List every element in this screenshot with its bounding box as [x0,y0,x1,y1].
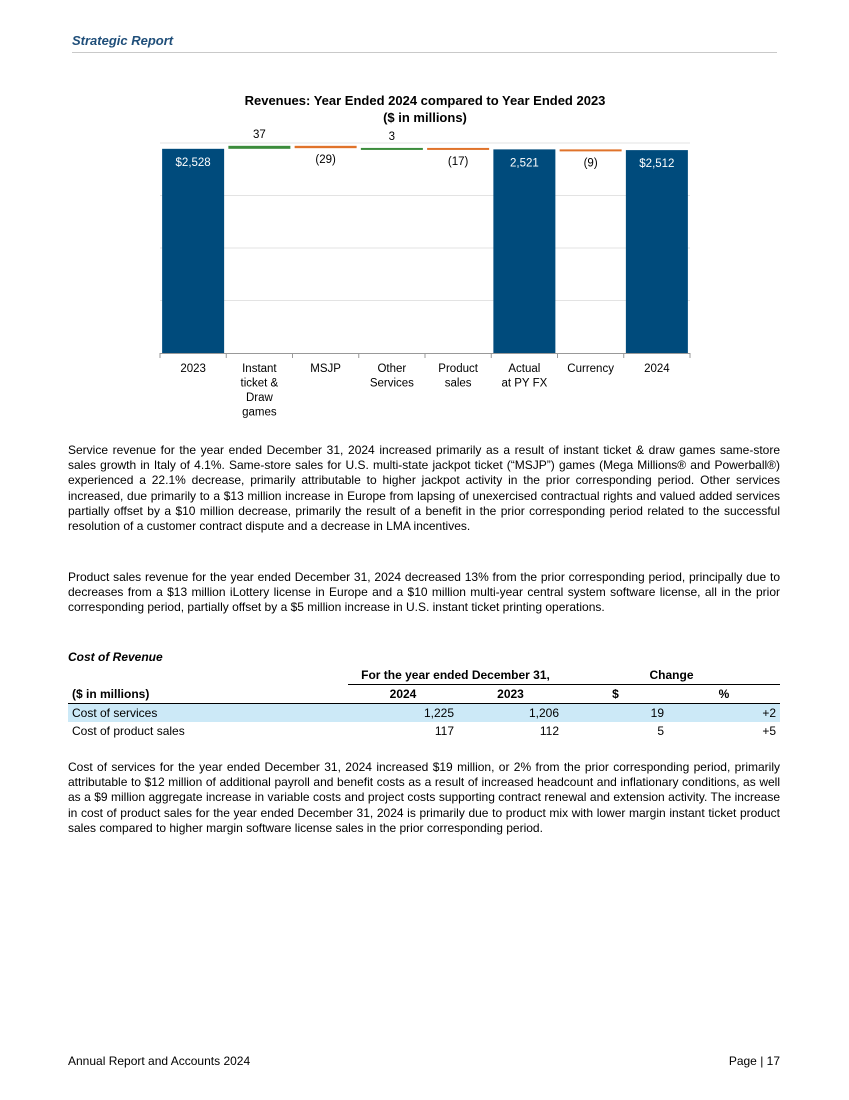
category-label: Instant ticket & Draw games [240,363,279,419]
row-change-pct: +5 [762,724,776,738]
data-label: 37 [252,128,266,141]
row-2023: 112 [539,724,559,738]
bar-total [626,150,688,353]
row-2024: 1,225 [348,704,458,723]
data-label: $2,528 [175,156,211,169]
col-header-dollar: $ [563,685,668,704]
col-header-pct: % [668,685,780,704]
bar-increase [228,146,290,149]
section-title: Strategic Report [72,33,174,48]
category-label: 2023 [180,363,206,375]
chart-title: Revenues: Year Ended 2024 compared to Year Ended 2023 [244,93,606,108]
cost-of-revenue-table [68,666,780,740]
table-row [68,722,780,740]
revenue-waterfall-chart [150,128,700,435]
footer-right: Page | 17 [728,1054,780,1068]
data-label: 3 [388,130,396,143]
row-2024: 117 [434,724,454,738]
category-label: MSJP [310,363,341,375]
footer-left: Annual Report and Accounts 2024 [68,1054,251,1068]
row-change-dollar: 5 [657,724,664,738]
table-row [68,704,780,723]
col-header-label: ($ in millions) [68,685,348,704]
row-change-dollar: 19 [563,704,668,723]
row-change-pct: +2 [668,704,780,723]
category-label: Currency [567,363,614,375]
row-label: Cost of services [68,704,348,723]
data-label: (29) [315,153,336,166]
category-label: Actual at PY FX [501,363,548,390]
cost-paragraph: Cost of services for the year ended December 31, 2024 increased $19 million, or 2% from the prior corresponding period, primarily attributable to $12 million of additional payroll and benefit costs as a result of increased headcount and inflationary conditions, as well as a $9 million aggregate increase in variable costs and project costs supporting contract renewal and extension activity. The increase in cost of product sales for the year ended December 31, 2024 is primarily due to product mix with lower margin instant ticket product sales compared to higher margin software license sales in the prior corresponding period. [68,760,780,835]
row-label: Cost of product sales [72,724,185,738]
category-label: 2024 [644,363,670,375]
data-label: $2,512 [639,158,675,171]
bar-decrease [295,146,357,148]
cost-of-revenue-heading: Cost of Revenue [68,650,163,664]
page-header [72,32,777,53]
table-group-header-row [68,666,780,685]
service-revenue-paragraph: Service revenue for the year ended December 31, 2024 increased primarily as a result of instant ticket & draw games same-store sales growth in Italy of 4.1%. Same-store sales for U.S. multi-state jackpot ticket (“MSJP”) games (Mega Millions® and Powerball®) experienced a 22.1% decrease, primarily attributable to higher jackpot activity in the prior corresponding period. Other services increased, due primarily to a $13 million increase in Europe from lapsing of unexercised contractual rights and valued added services partially offset by a $10 million decrease, primarily the result of a benefit in the prior corresponding period related to the successful resolution of a customer contract dispute and a decrease in LMA incentives. [68,443,780,534]
data-label: (17) [447,155,469,168]
bar-total [493,149,555,353]
col-header-2023: 2023 [458,685,563,704]
bar-increase [361,148,423,150]
chart-title-block [160,92,690,126]
bar-decrease [560,149,622,151]
table-column-header-row [68,685,780,704]
bar-decrease [427,148,489,150]
data-label: 2,521 [509,157,539,170]
category-label: Other Services [369,363,414,390]
group-header-change: Change [563,666,780,685]
group-header-year: For the year ended December 31, [348,666,563,685]
data-label: (9) [583,157,598,170]
bar-total [162,149,224,353]
col-header-2024: 2024 [348,685,458,704]
category-label: Product sales [438,363,478,390]
chart-subtitle: ($ in millions) [383,110,467,125]
product-revenue-paragraph: Product sales revenue for the year ended December 31, 2024 decreased 13% from the prior corresponding period, principally due to decreases from a $13 million iLottery license in Europe and a $10 million multi-year central system software license, all in the prior corresponding period, partially offset by a $5 million increase in U.S. instant ticket printing operations. [68,570,780,615]
row-2023: 1,206 [458,704,563,723]
